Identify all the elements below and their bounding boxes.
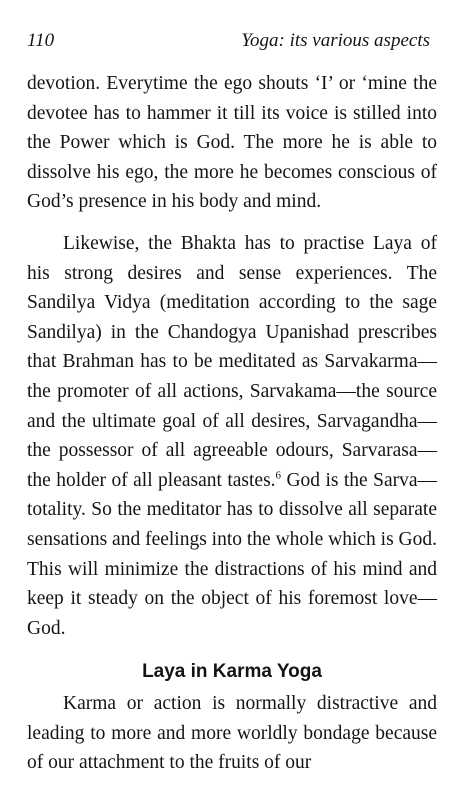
paragraph-karma xyxy=(27,689,437,778)
paragraph-text: devotion. Everytime the ego shouts ‘I’ or ‘mine the devotee has to hammer it till its voice is stilled into the Power which is God. The more he is able to dissolve his ego, the more he becomes conscious of God’s presence in his body and mind. xyxy=(27,73,437,213)
section-heading: Laya in Karma Yoga xyxy=(142,661,322,683)
paragraph-text: Likewise, the Bhakta has to practise Laya of his strong desires and sense experiences. The Sandilya Vidya (meditation according to the sage Sandilya) in the Chandogya Upanishad prescribes that Brahman has to be meditated as Sarvakarma—the promoter of all actions, Sarvakama—the source and the ultimate goal of all desires, Sarvagandha—the possessor of all agreeable odours, Sarvarasa—the holder of all pleasant tastes. xyxy=(27,232,437,491)
paragraph-text: Karma or action is normally distractive and leading to more and more worldly bondage because of our attachment to the fruits of our xyxy=(27,693,437,774)
page-number: 110 xyxy=(27,30,55,51)
body-text xyxy=(27,69,437,778)
footnote-reference: 6 xyxy=(275,469,282,482)
paragraph-likewise xyxy=(27,229,437,643)
paragraph-text-continued: God is the Sarva—totality. So the meditator has to dissolve all separate sensations and feelings into the whole which is God. This will minimize the distractions of his mind and keep it steady on the object of his foremost love—God. xyxy=(27,469,437,639)
page-header xyxy=(27,30,430,56)
paragraph-devotion xyxy=(27,69,437,217)
running-title: Yoga: its various aspects xyxy=(241,30,430,51)
